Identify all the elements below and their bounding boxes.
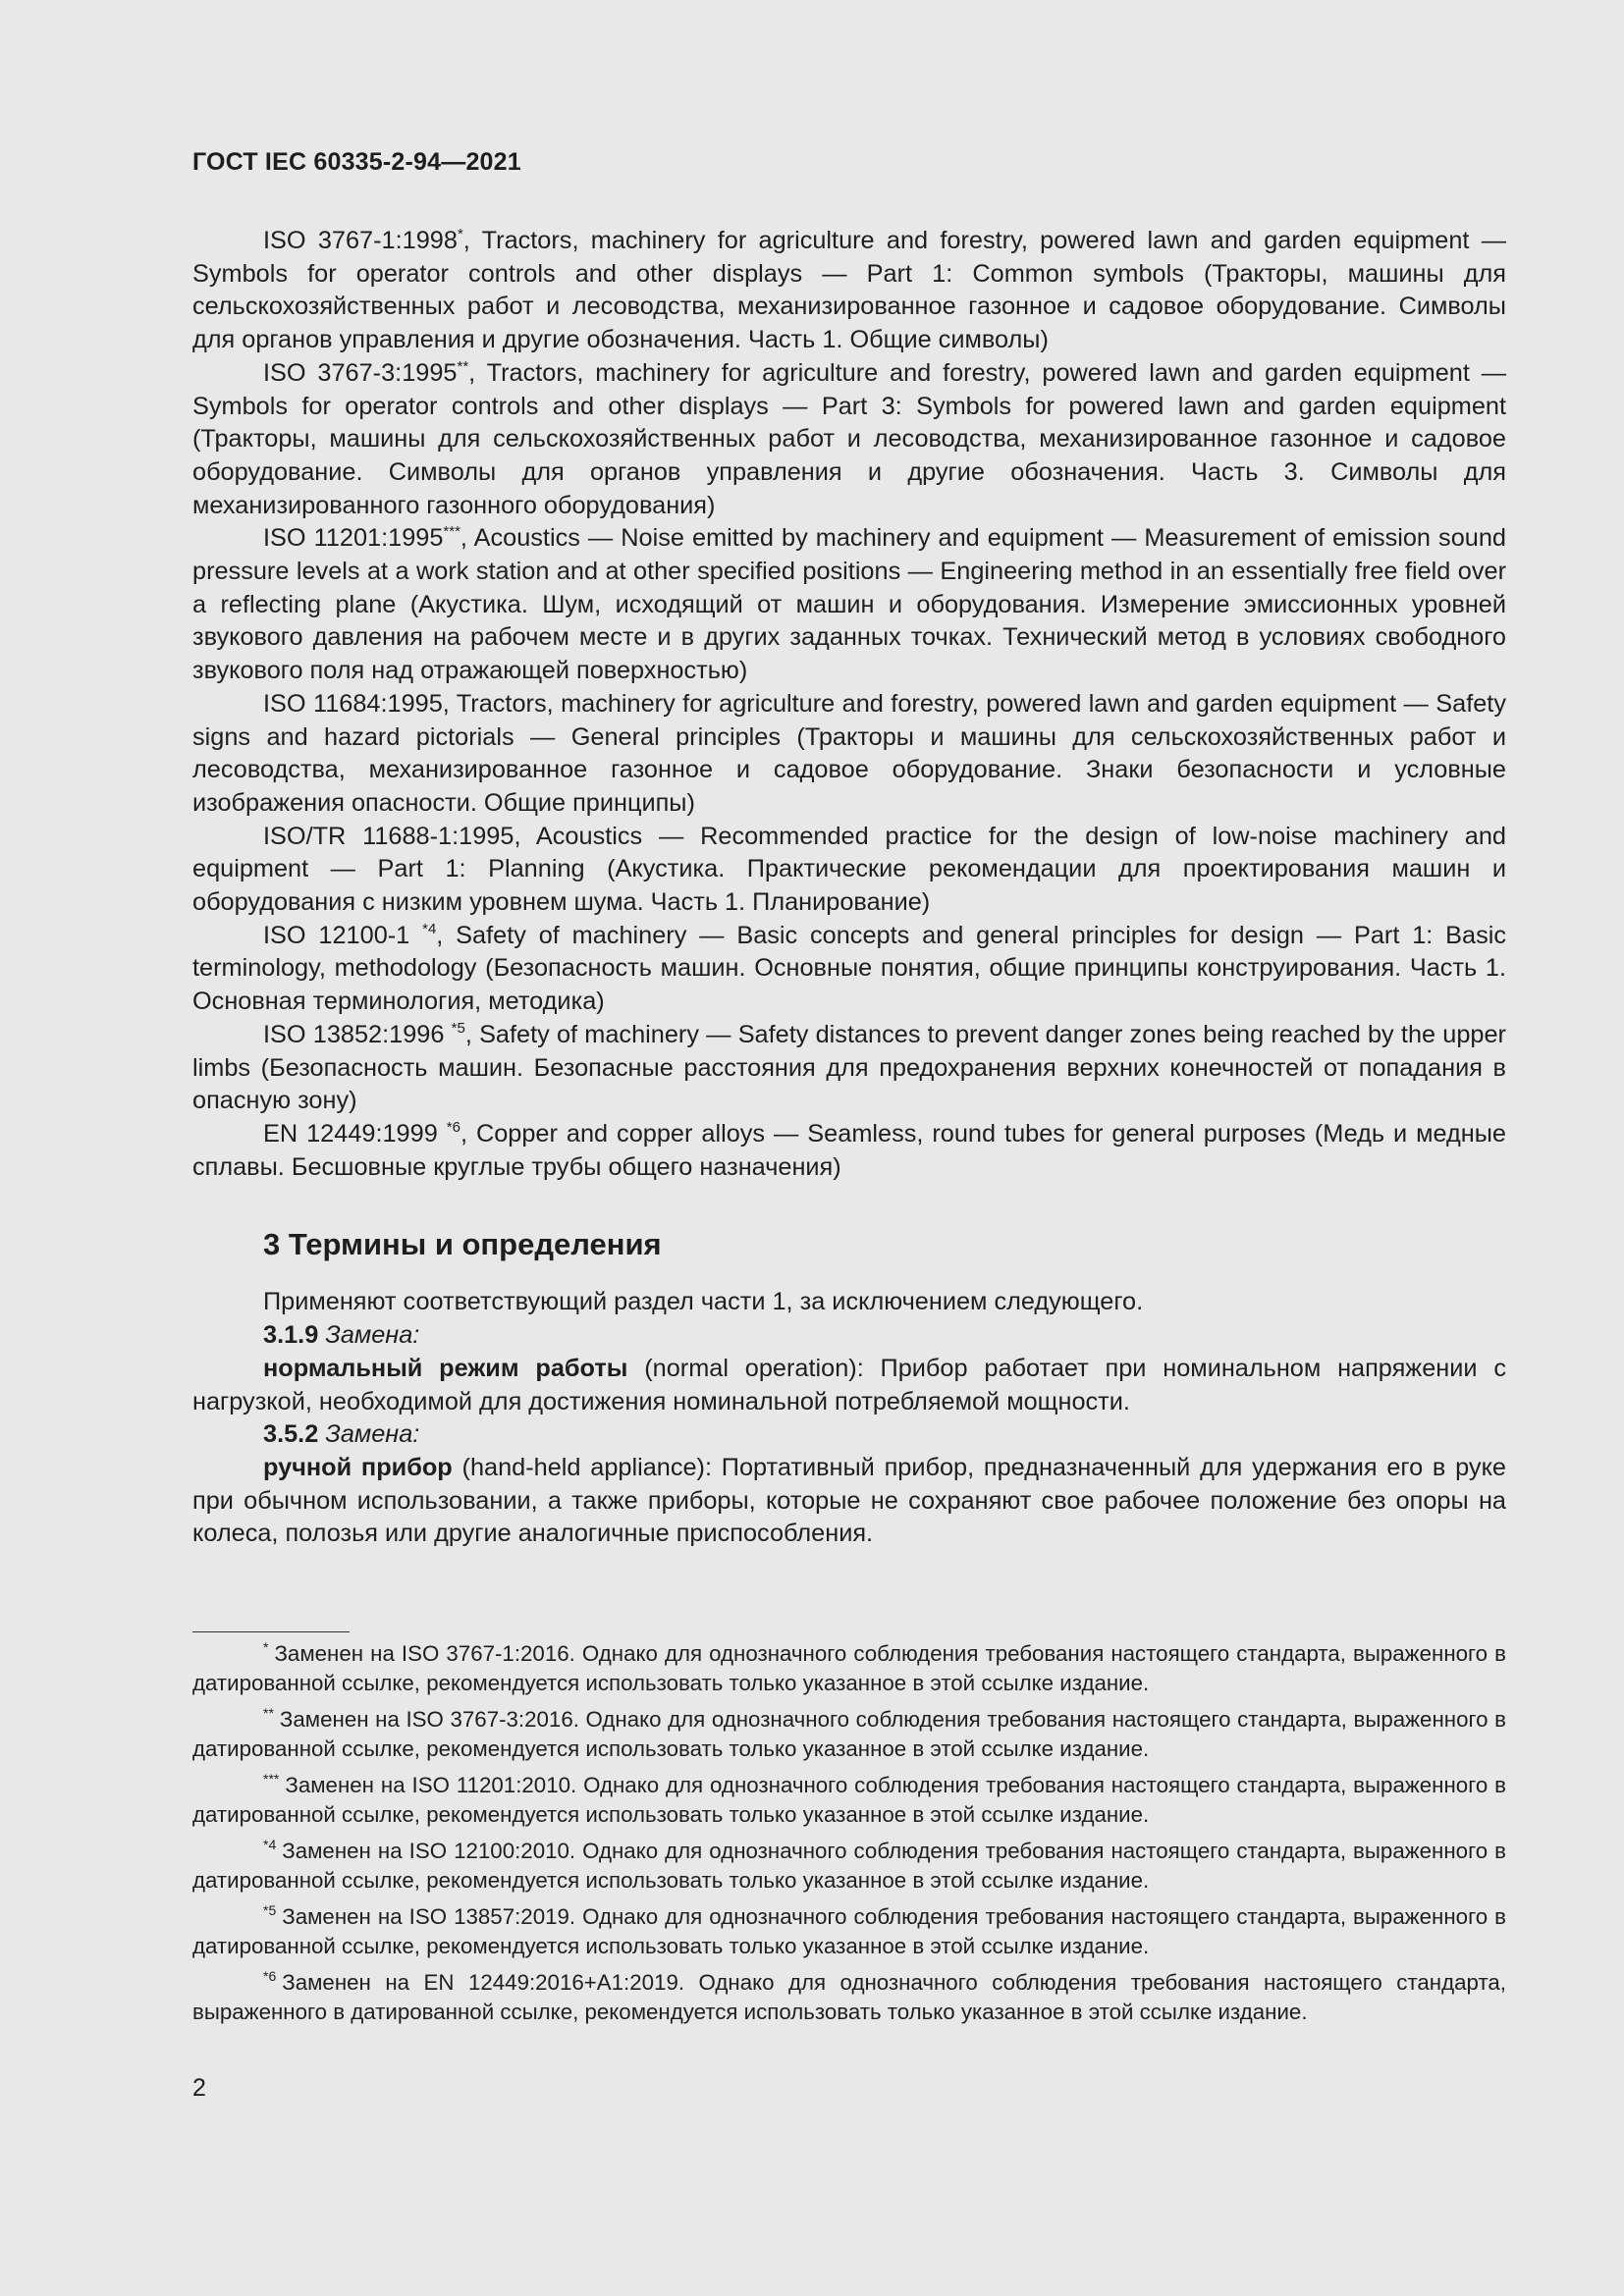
reference-entry (192, 920, 1506, 1019)
reference-id: ISO 3767-1:1998 (263, 227, 458, 254)
footnote-mark[interactable]: ** (457, 357, 469, 375)
main-body (192, 225, 1506, 1551)
term-definition (192, 1452, 1506, 1551)
footnotes (192, 1639, 1506, 2034)
section-intro: Применяют соответствующий раздел части 1, за исключением следующего. (263, 1288, 1144, 1316)
term-replacement-label: Замена: (325, 1321, 420, 1350)
footnote-mark[interactable]: *6 (446, 1118, 460, 1136)
footnote-text: Заменен на ISO 3767-1:2016. Однако для однозначного соблюдения требования настоящего стандарта, выраженного в датированной ссылке, рекомендуется использовать только указанное в этой ссылке издание. (192, 1641, 1506, 1695)
footnote (192, 1968, 1506, 2026)
footnote (192, 1837, 1506, 1895)
reference-id: ISO 11201:1995 (263, 524, 444, 553)
term-definition (192, 1353, 1506, 1418)
footnote-mark: *5 (263, 1902, 277, 1918)
footnote-divider (192, 1631, 350, 1632)
reference-text: , Tractors, machinery for agriculture and forestry, powered lawn and garden equipment — Symbols for operator controls and other displays — Part 3: Symbols for powered lawn and garden equipment (Тракторы, машины для сельскохозяйственных работ и лесоводства, механизированное газонное и садовое оборудование. Символы для органов управления и другие обозначения. Часть 3. Символы для механизированного газонного оборудования) (192, 358, 1506, 519)
footnote-text: Заменен на ISO 3767-3:2016. Однако для однозначного соблюдения требования настоящего стандарта, выраженного в датированной ссылке, рекомендуется использовать только указанное в этой ссылке издание. (192, 1707, 1506, 1761)
term-name: ручной прибор (263, 1453, 453, 1481)
term-name: нормальный режим работы (263, 1354, 628, 1382)
reference-entry (192, 225, 1506, 357)
footnote (192, 1639, 1506, 1697)
term-number: 3.5.2 (263, 1420, 319, 1449)
term-heading (192, 1319, 1506, 1353)
reference-text: , Copper and copper alloys — Seamless, round tubes for general purposes (Медь и медные сплавы. Бесшовные круглые трубы общего назначения) (192, 1119, 1506, 1181)
reference-entry (192, 821, 1506, 920)
reference-id: ISO 3767-3:1995 (263, 358, 458, 387)
term-replacement-label: Замена: (325, 1420, 420, 1449)
footnote-mark[interactable]: *4 (422, 920, 437, 937)
footnote-mark: *6 (263, 1968, 277, 1984)
reference-text: , Safety of machinery — Safety distances to prevent danger zones being reached by the upper limbs (Безопасность машин. Безопасные расстояния для предохранения верхних конечностей от попадания в опасную зону) (192, 1020, 1506, 1115)
footnote-mark: *** (263, 1771, 280, 1787)
reference-text: , Tractors, machinery for agriculture and forestry, powered lawn and garden equipment — Symbols for operator controls and other displays — Part 1: Common symbols (Тракторы, машины для сельскохозяйственных работ и лесоводства, механизированное газонное и садовое оборудование. Символы для органов управления и другие обозначения. Часть 1. Общие символы) (192, 227, 1506, 354)
reference-text: , Safety of machinery — Basic concepts and general principles for design — Part 1: Basic terminology, methodology (Безопасность машин. Основные понятия, общие принципы конструирования. Часть 1. Основная терминология, методика) (192, 921, 1506, 1016)
footnote-text: Заменен на ISO 12100:2010. Однако для однозначного соблюдения требования настоящего стандарта, выраженного в датированной ссылке, рекомендуется использовать только указанное в этой ссылке издание. (192, 1839, 1506, 1893)
page-header-doc-id: ГОСТ IEC 60335-2-94—2021 (192, 148, 521, 176)
footnote (192, 1771, 1506, 1829)
footnote (192, 1902, 1506, 1960)
footnote-mark: ** (263, 1705, 274, 1721)
reference-entry (192, 522, 1506, 688)
reference-entry (192, 688, 1506, 821)
footnote-mark[interactable]: * (457, 226, 463, 242)
reference-id: EN 12449:1999 (263, 1119, 447, 1148)
reference-id: ISO 12100-1 (263, 921, 423, 949)
footnote-mark[interactable]: *** (443, 523, 460, 541)
reference-entry (192, 1019, 1506, 1118)
term-heading (192, 1418, 1506, 1452)
reference-entry (192, 357, 1506, 523)
footnote-text: Заменен на ISO 11201:2010. Однако для однозначного соблюдения требования настоящего стандарта, выраженного в датированной ссылке, рекомендуется использовать только указанное в этой ссылке издание. (192, 1773, 1506, 1827)
reference-id: ISO 11684:1995 (263, 689, 443, 718)
page-number: 2 (192, 2074, 206, 2102)
footnote-text: Заменен на ISO 13857:2019. Однако для однозначного соблюдения требования настоящего стандарта, выраженного в датированной ссылке, рекомендуется использовать только указанное в этой ссылке издание. (192, 1904, 1506, 1958)
footnote-mark[interactable]: *5 (451, 1019, 465, 1037)
footnote-text: Заменен на EN 12449:2016+А1:2019. Однако для однозначного соблюдения требования настоящего стандарта, выраженного в датированной ссылке, рекомендуется использовать только указанное в этой ссылке издание. (192, 1970, 1506, 2024)
section-title: 3 Термины и определения (263, 1227, 662, 1262)
reference-entry (192, 1118, 1506, 1184)
footnote-mark: * (263, 1639, 269, 1655)
term-def-text: (hand-held appliance): Портативный прибор, предназначенный для удержания его в руке при обычном использовании, а также приборы, которые не сохраняют свое рабочее положение без опоры на колеса, полозья или другие аналогичные приспособления. (192, 1453, 1506, 1548)
term-def-text: (normal operation): Прибор работает при номинальном напряжении с нагрузкой, необходимой для достижения номинальной потребляемой мощности. (192, 1354, 1506, 1415)
term-number: 3.1.9 (263, 1321, 319, 1350)
reference-text: , Tractors, machinery for agriculture and forestry, powered lawn and garden equipment — Safety signs and hazard pictorials — General principles (Тракторы и машины для сельскохозяйственных работ и лесоводства, механизированное газонное и садовое оборудование. Знаки безопасности и условные изображения опасности. Общие принципы) (192, 689, 1506, 817)
reference-text: , Acoustics — Recommended practice for the design of low-noise machinery and equipment — Part 1: Planning (Акустика. Практические рекомендации для проектирования машин и оборудования с низким уровнем шума. Часть 1. Планирование) (192, 822, 1506, 917)
footnote (192, 1705, 1506, 1763)
reference-id: ISO 13852:1996 (263, 1020, 452, 1048)
footnote-mark: *4 (263, 1837, 277, 1852)
reference-id: ISO/TR 11688-1:1995 (263, 822, 514, 850)
reference-text: , Acoustics — Noise emitted by machinery and equipment — Measurement of emission sound pressure levels at a work station and at other specified positions — Engineering method in an essentially free field over a reflecting plane (Акустика. Шум, исходящий от машин и оборудования. Измерение эмиссионных уровней звукового давления на рабочем месте и в других заданных точках. Технический метод в условиях свободного звукового поля над отражающей поверхностью) (192, 524, 1506, 685)
